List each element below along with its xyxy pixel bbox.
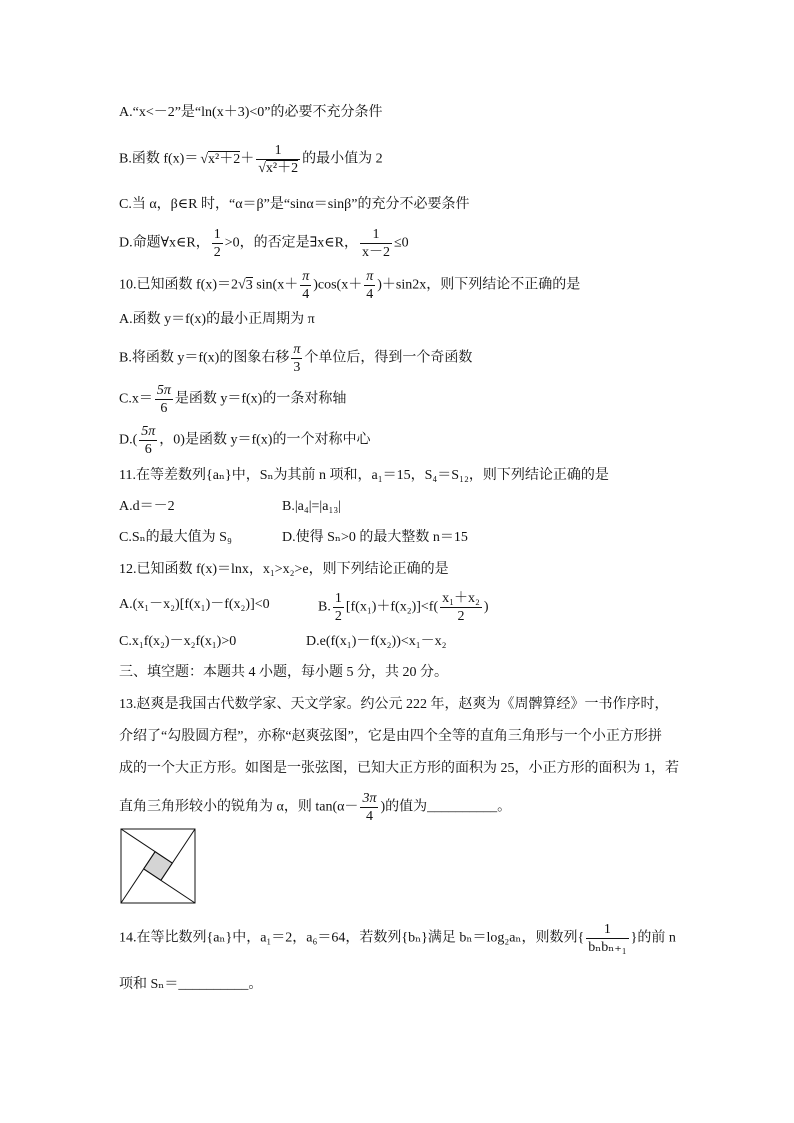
q13-line-4-tail: 。 — [497, 799, 512, 815]
radical-sign: √ — [258, 161, 266, 176]
q13-line-4-lead: 直角三角形较小的锐角为 α，则 tan(α－ — [119, 799, 359, 815]
fraction-denominator: 6 — [144, 442, 152, 457]
q14-line-2 — [119, 975, 262, 995]
q12-option-d: D.e(f(x₁)－f(x₂))<x₁－x₂ — [306, 634, 447, 649]
fraction-pi-over-4 — [300, 269, 311, 302]
fraction-numerator: π — [302, 269, 310, 284]
fraction-pi-over-4 — [364, 269, 375, 302]
q12-stem: 12.已知函数 f(x)＝lnx，x₁>x₂>e，则下列结论正确的是 — [119, 562, 449, 577]
q10-option-d — [119, 424, 370, 457]
q13-line-1: 13.赵爽是我国古代数学家、天文学家。约公元 222 年，赵爽为《周髀算经》一书作序时， — [119, 697, 669, 712]
fraction-5pi-over-6 — [139, 424, 157, 457]
q12-option-b-mid: [f(x₁)＋f(x₂)]<f( — [345, 599, 439, 615]
q10-option-b-tail: 个单位后，得到一个奇函数 — [304, 350, 473, 366]
q9-option-b — [119, 143, 383, 176]
fraction-numerator: π — [293, 342, 301, 357]
fraction-denominator: 6 — [160, 401, 168, 416]
q14-line-1 — [119, 922, 676, 955]
q10-option-a: A.函数 y＝f(x)的最小正周期为 π — [119, 312, 315, 327]
q10-option-b — [119, 342, 472, 375]
q13-line-3: 成的一个大正方形。如图是一张弦图，已知大正方形的面积为 25，小正方形的面积为 1，若 — [119, 761, 679, 776]
q9-option-d-mid: >0，的否定是∃x∈R， — [224, 235, 358, 251]
q9-option-d-lead: D.命题∀x∈R， — [119, 235, 210, 251]
fraction-numerator: 1 — [213, 227, 221, 242]
fraction-denominator: x－2 — [361, 245, 390, 260]
fraction-3pi-over-4 — [360, 791, 378, 824]
q10-option-d-tail: ，0)是函数 y＝f(x)的一个对称中心 — [159, 432, 371, 448]
fraction-numerator: 1 — [586, 922, 628, 939]
fraction-numerator: 1 — [360, 227, 392, 244]
radicand: x²＋2 — [208, 151, 241, 167]
q13-line-4-mid: )的值为 — [380, 799, 428, 815]
q14-line-2-tail: 。 — [248, 977, 263, 992]
triangle-leg-3 — [144, 869, 195, 903]
fraction-denominator: 2 — [457, 609, 465, 624]
plus-sign: ＋ — [240, 151, 255, 167]
q9-option-d — [119, 227, 409, 260]
fraction-numerator: x₁＋x₂ — [442, 591, 480, 606]
inner-small-square — [144, 852, 173, 881]
q12-option-b — [318, 591, 489, 624]
radicand: 3 — [245, 277, 253, 293]
q10-option-c — [119, 383, 346, 416]
fraction-denominator: bₙbₙ₊₁ — [588, 940, 627, 955]
fraction-one-over-bn-bn1 — [586, 922, 628, 955]
fraction-denominator: 2 — [213, 245, 221, 260]
section-heading: 三、填空题：本题共 4 小题，每小题 5 分，共 20 分。 — [119, 665, 448, 680]
radical-sign: √ — [238, 277, 246, 293]
fraction-one-over-x-minus-2 — [360, 227, 392, 260]
q11-option-d: D.使得 Sₙ>0 的最大整数 n＝15 — [282, 530, 468, 545]
q12-option-b-lead: B. — [318, 599, 331, 615]
q10-stem — [119, 269, 580, 302]
q10-option-d-lead: D.( — [119, 432, 138, 448]
q10-option-c-tail: 是函数 y＝f(x)的一条对称轴 — [174, 391, 347, 407]
fraction-numerator: 3π — [362, 791, 377, 806]
fraction-denominator: 4 — [366, 287, 374, 302]
fraction-numerator: 1 — [334, 591, 342, 606]
q14-line-1-tail: }的前 n — [630, 930, 676, 946]
q10-option-c-lead: C.x＝ — [119, 391, 153, 407]
q10-stem-tail: )＋sin2x，则下列结论不正确的是 — [377, 277, 581, 293]
q11-option-b: B.|a₄|=|a₁₃| — [282, 499, 342, 514]
fraction-numerator: 1 — [256, 143, 300, 160]
fraction-numerator: 5π — [156, 383, 171, 398]
answer-blank: __________ — [178, 977, 249, 992]
radical-sign: √ — [200, 151, 209, 167]
q10-stem-part2: )cos(x＋ — [313, 277, 363, 293]
q10-option-b-lead: B.将函数 y＝f(x)的图象右移 — [119, 350, 290, 366]
triangle-leg-2 — [161, 829, 195, 880]
q9-option-b-tail: 的最小值为 2 — [302, 151, 383, 167]
q11-option-a: A.d＝－2 — [119, 499, 175, 514]
q12-option-a: A.(x₁－x₂)[f(x₁)－f(x₂)]<0 — [119, 597, 270, 612]
triangle-leg-1 — [121, 829, 172, 863]
q12-option-c: C.x₁f(x₂)－x₂f(x₁)>0 — [119, 634, 237, 649]
q9-option-d-tail: ≤0 — [393, 235, 409, 251]
q9-option-c: C.当 α，β∈R 时，“α＝β”是“sinα＝sinβ”的充分不必要条件 — [119, 197, 470, 212]
fraction-mean-x — [440, 591, 482, 624]
radicand: x²＋2 — [265, 161, 299, 176]
q11-stem: 11.在等差数列{aₙ}中，Sₙ为其前 n 项和，a₁＝15，S₄＝S₁₂，则下列结论正确的是 — [119, 468, 609, 483]
fraction-5pi-over-6 — [155, 383, 173, 416]
fraction-numerator: π — [366, 269, 374, 284]
q11-option-c: C.Sₙ的最大值为 S₉ — [119, 530, 232, 545]
q10-stem-lead: 10.已知函数 f(x)＝2 — [119, 277, 238, 293]
triangle-leg-4 — [121, 852, 155, 903]
fraction-pi-over-3 — [291, 342, 302, 375]
fraction-denominator: 2 — [334, 609, 342, 624]
zhao-shuang-string-diagram — [120, 828, 196, 904]
fraction-denominator: 4 — [302, 287, 310, 302]
q14-line-2-lead: 项和 Sₙ＝ — [119, 977, 179, 992]
answer-blank: __________ — [427, 799, 498, 815]
fraction-denominator: 3 — [293, 360, 301, 375]
q9-option-b-lead: B.函数 f(x)＝ — [119, 151, 199, 167]
fraction-numerator: 5π — [141, 424, 156, 439]
fraction-one-over-root — [256, 143, 300, 176]
fraction-one-half — [212, 227, 223, 260]
q13-line-4 — [119, 791, 511, 824]
fraction-denominator — [256, 160, 300, 176]
q10-stem-part1: sin(x＋ — [252, 277, 299, 293]
fraction-denominator: 4 — [365, 809, 373, 824]
q12-option-b-tail: ) — [483, 599, 489, 615]
q9-option-a: A.“x<－2”是“ln(x＋3)<0”的必要不充分条件 — [119, 105, 383, 120]
q14-line-1-lead: 14.在等比数列{aₙ}中，a₁＝2，a₆＝64，若数列{bₙ}满足 bₙ＝log₂aₙ，则数列{ — [119, 930, 585, 946]
fraction-one-half — [333, 591, 344, 624]
q13-line-2: 介绍了“勾股圆方程”，亦称“赵爽弦图”，它是由四个全等的直角三角形与一个小正方形拼 — [119, 729, 662, 744]
